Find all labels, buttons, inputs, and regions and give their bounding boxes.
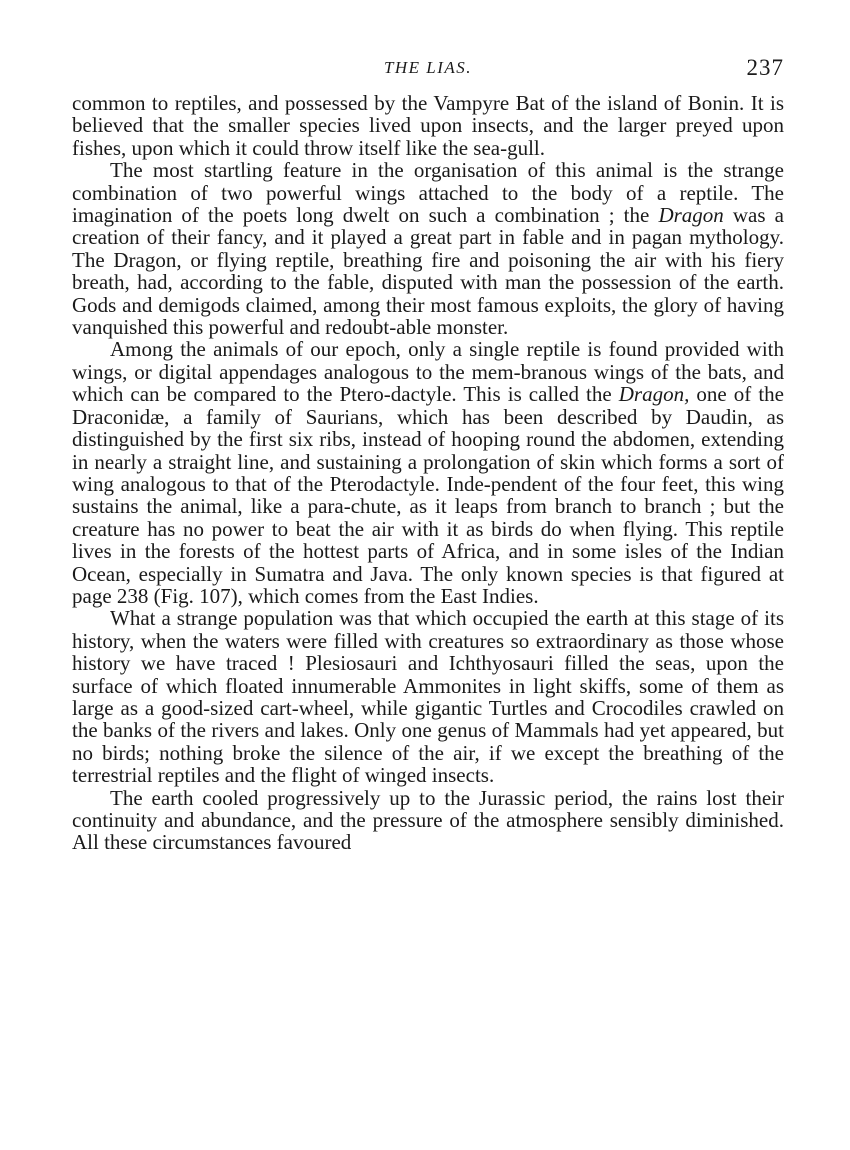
running-title: THE LIAS.	[383, 58, 473, 77]
paragraph-2	[72, 159, 784, 338]
paragraph-text: The most startling feature in the organisation of this animal is the strange combination of two powerful wings attached to the body of a reptile. The imagination of the poets long dwelt on such a combination ; the	[72, 158, 784, 228]
paragraph-text: Among the animals of our epoch, only a single reptile is found provided with wings, or digital appendages analogous to the mem-branous wings of the bats, and which can be compared to the Ptero-dactyle. This is called the	[72, 337, 784, 407]
italic-term-dragon: Dragon,	[618, 382, 690, 407]
paragraph-text: The earth cooled progressively up to the Jurassic period, the rains lost their continuity and abundance, and the pressure of the atmosphere sensibly diminished. All these circumstances favoured	[72, 785, 784, 855]
paragraph-4	[72, 607, 784, 786]
page-number: 237	[746, 55, 784, 80]
book-page	[72, 55, 784, 855]
body-text	[72, 92, 784, 854]
paragraph-3	[72, 338, 784, 607]
paragraph-text: common to reptiles, and possessed by the Vampyre Bat of the island of Bonin. It is believed that the smaller species lived upon insects, and the larger preyed upon fishes, upon which it could throw itself like the sea-gull.	[72, 91, 784, 160]
running-head	[72, 55, 784, 92]
italic-term-dragon: Dragon	[658, 203, 724, 228]
paragraph-text: one of the Draconidæ, a family of Saurians, which has been described by Daudin, as distinguished by the first six ribs, instead of hooping round the abdomen, extending in nearly a straight line, and sustaining a prolongation of skin which forms a sort of wing analogous to that of the Pterodactyle. Inde-pendent of the four feet, this wing sustains the animal, like a para-chute, as it leaps from branch to branch ; but the creature has no power to beat the air with it as birds do when flying. This reptile lives in the forests of the hottest parts of Africa, and in some isles of the Indian Ocean, especially in Sumatra and Java. The only known species is that figured at page 238 (Fig. 107), which comes from the East Indies.	[72, 382, 784, 608]
paragraph-text: What a strange population was that which occupied the earth at this stage of its history, when the waters were filled with creatures so extraordinary as those whose history we have traced ! Plesiosauri and Ichthyosauri filled the seas, upon the surface of which floated innumerable Ammonites in light skiffs, some of them as large as a good-sized cart-wheel, while gigantic Turtles and Crocodiles crawled on the banks of the rivers and lakes. Only one genus of Mammals had yet appeared, but no birds; nothing broke the silence of the air, if we except the breathing of the terrestrial reptiles and the flight of winged insects.	[72, 606, 784, 788]
paragraph-text: was a creation of their fancy, and it played a great part in fable and in pagan mythology. The Dragon, or flying reptile, breathing fire and poisoning the air with his fiery breath, had, according to the fable, disputed with man the possession of the earth. Gods and demigods claimed, among their most famous exploits, the glory of having vanquished this powerful and redoubt-able monster.	[72, 203, 784, 340]
paragraph-1	[72, 92, 784, 159]
paragraph-5	[72, 787, 784, 854]
